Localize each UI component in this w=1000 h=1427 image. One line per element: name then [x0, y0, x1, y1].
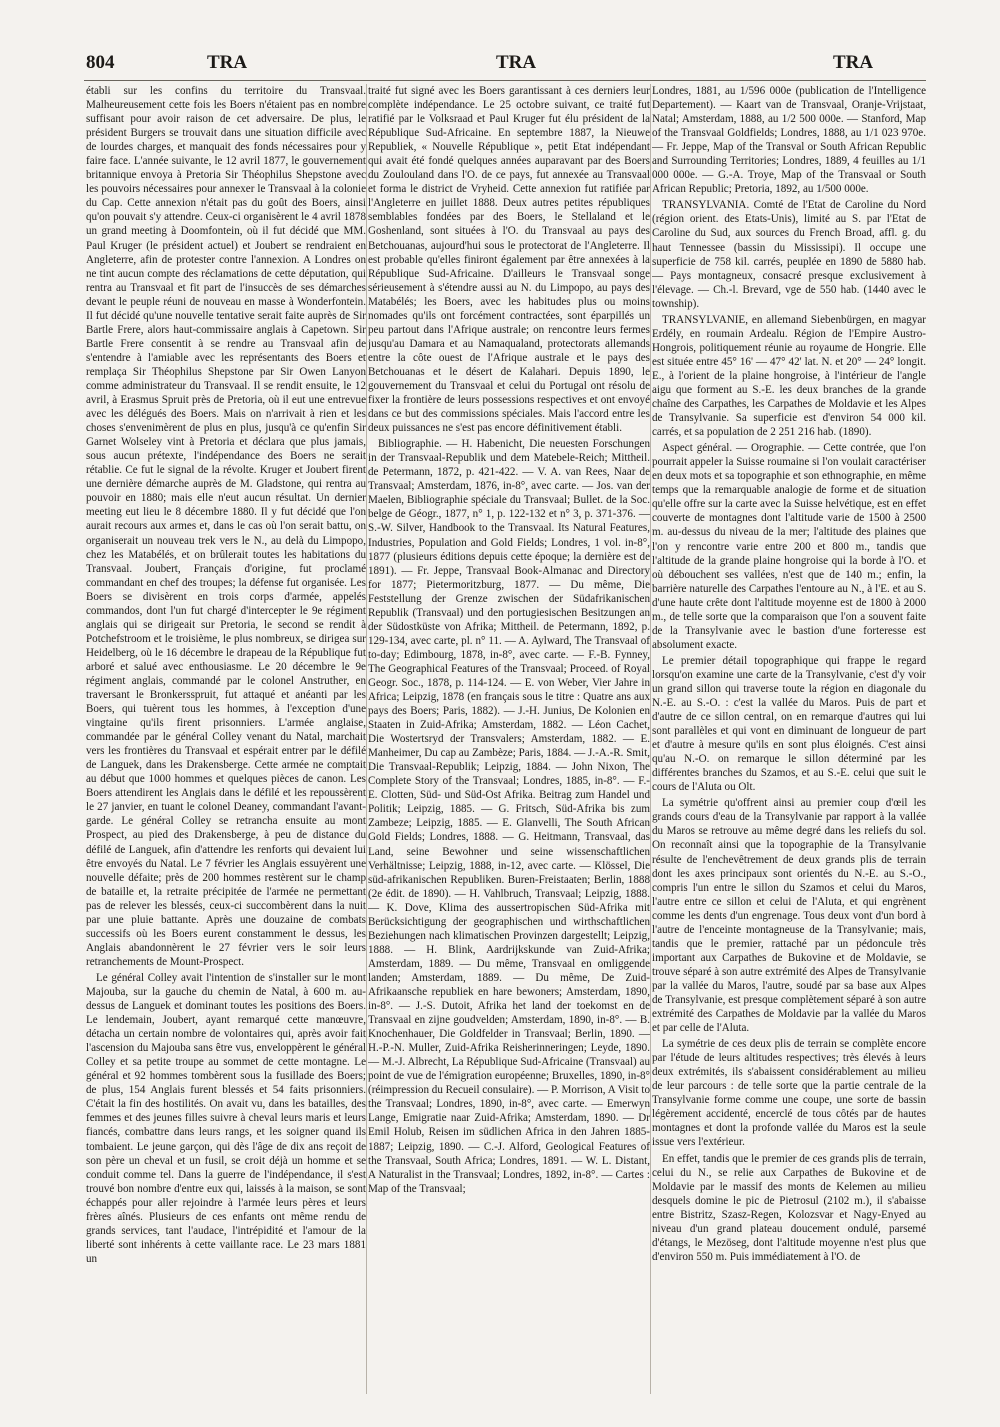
bibliography-paragraph: Bibliographie. — H. Habenicht, Die neuesten Forschungen in der Transvaal-Republik und dem Matebele-Reich; Mittheil. de Petermann, 1872, p. 421-422. — V. A. van Rees, Naar de Transvaal; Amsterdam, 1876, in-8°, avec carte. — Jos. van der Maelen, Bibliographie spéciale du Transvaal; Bullet. de la Soc. belge de Géogr., 1877, n° 1, p. 122-132 et n° 3, p. 371-376. — S.-W. Silver, Handbook to the Transvaal. Its Natural Features, Industries, Population and Gold Fields; Londres, 1 vol. in-8°, 1877 (plusieurs éditions depuis cette époque; la dernière est de 1891). — Fr. Jeppe, Transvaal Book-Almanac and Directory for 1877; Pietermoritzburg, 1877. — Du même, Die Feststellung der Grenze zwischen der Südafrikanischen Republik (Transvaal) und den portugiesischen Besitzungen an der Südostküste von Afrika; Mittheil. de Petermann, 1892, p. 129-134, avec carte, pl. n° 11. — A. Aylward, The Transvaal of to-day; Edimbourg, 1878, in-8°, avec carte. — F.-B. Fynney, The Geographical Features of the Transvaal; Proceed. of Royal Geogr. Soc., 1878, p. 114-124. — E. von Weber, Vier Jahre in Africa; Leipzig, 1878 (en français sous le titre : Quatre ans aux pays des Boers; Paris, 1882). — J.-H. Junius, De Kolonien en Staaten in Zuid-Afrika; Amsterdam, 1882. — Léon Cachet, Die Wostertsryd der Transvalers; Amsterdam, 1882. — E. Manheimer, Du cap au Zambèze; Paris, 1884. — J.-A.-R. Smit, Die Transvaal-Republik; Leipzig, 1884. — John Nixon, The Complete Story of the Transvaal; Londres, 1885, in-8°. — F.-E. Clotten, Süd- und Süd-Ost Afrika. Beitrag zum Handel und Politik; Leipzig, 1885. — G. Fritsch, Süd-Afrika bis zum Zambeze; Leipzig, 1885. — E. Glanvelli, The South African Gold Fields; Londres, 1888. — G. Heitmann, Transvaal, das Land, seine Bewohner und seine wissenschaftlichen Verhältnisse; Leipzig, 1888, in-12, avec carte. — Klössel, Die süd-afrikanischen Republiken. Buren-Freistaaten; Berlin, 1888 (2e édit. de 1890). — H. Vahlbruch, Transvaal; Leipzig, 1888. — K. Dove, Klima des aussertropischen Süd-Afrika mit Berücksichtigung der geographischen und wirthschaftlichen Beziehungen nach klimatischen Provinzen dargestellt; Leipzig, 1888. — H. Blink, Aardrijkskunde van Zuid-Afrika; Amsterdam, 1889. — Du même, Transvaal en omliggende landen; Amsterdam, 1889. — Du même, De Zuid-Afrikaansche republiek en hare bewoners; Amsterdam, 1890, in-8°. — J.-S. Dutoit, Afrika het land der toekomst en de Transvaal en zijne goudvelden; Amsterdam, 1890, in-8°. — B. Knochenhauer, Die Goldfelder in Transvaal; Berlin, 1890. — H.-P.-N. Muller, Zuid-Afrika Reisherinneringen; Leyde, 1890. — M.-J. Albrecht, La République Sud-Africaine (Transvaal) au point de vue de l'émigration européenne; Bruxelles, 1890, in-8° (réimpression du Recueil consulaire). — P. Morrison, A Visit to the Transvaal; Londres, 1890, in-8°, avec carte. — Emerwyn Lange, Emigratie naar Zuid-Afrika; Amsterdam, 1890. — Dr Emil Holub, Reisen im südlichen Africa in den Jahren 1885-1887; Leipzig, 1890. — C.-J. Alford, Geological Features of the Transvaal, South Africa; Londres, 1891. — W. L. Distant, A Naturalist in the Transvaal; Londres, 1892, in-8°. — Cartes : Map of the Transvaal;: [368, 438, 650, 1195]
page-header: [0, 52, 1000, 80]
paragraph: Londres, 1881, au 1/596 000e (publication de l'Intelligence Departement). — Kaart van de Transvaal, Oranje-Vrijstaat, Natal; Amsterdam, 1888, au 1/2 500 000e. — Stanford, Map of the Transvaal Goldfields; Londres, 1888, au 1/1 023 970e. — Fr. Jeppe, Map of the Transval or South African Republic and Surrounding Territories; Londres, 1889, 4 feuilles au 1/1 000 000e. — G.-A. Troye, Map of the Transvaal or South African Republic; Pretoria, 1892, au 1/500 000e.: [652, 85, 926, 196]
header-rule: [84, 80, 926, 81]
running-head-right: TRA: [833, 52, 874, 73]
page-number: 804: [86, 52, 115, 73]
paragraph: Le premier détail topographique qui frappe le regard lorsqu'on examine une carte de la Transylvanie, c'est d'y voir un grand sillon qui traverse toute la région en diagonale du N.-E. au S.-O. : c'est la vallée du Maros. Puis de part et d'autre de ce sillon central, on en remarque d'autres qui lui sont parallèles et qui vont en diminuant de longueur de part et d'autre à mesure qu'ils en sont plus éloignés. C'est ainsi qu'au N.-O. on remarque le sillon déterminé par les différentes branches du Szamos, et au S.-E. celui que suit le cours de l'Aluta ou Olt.: [652, 654, 926, 794]
running-head-center: TRA: [496, 52, 537, 73]
paragraph: établi sur les confins du territoire du Transvaal. Malheureusement cette fois les Boers n'étaient pas en nombre suffisant pour avoir raison de cet adversaire. De plus, le président Burgers se trouvait dans une situation difficile avec de lourdes charges, et manquait des fonds nécessaires pour y faire face. L'année suivante, le 12 avril 1877, le gouvernement britannique envoya à Pretoria Sir Théophilus Shepstone avec les pouvoirs nécessaires pour annexer le Transvaal à la colonie du Cap. Cette annexion n'était pas du goût des Boers, ainsi qu'on pouvait s'y attendre. Ceux-ci organisèrent le 4 avril 1878 un grand meeting à Doomfontein, où il fut décidé que MM. Paul Kruger (le président actuel) et Joubert se rendraient en Angleterre, afin de protester contre l'annexion. A Londres on ne tint aucun compte des réclamations de cette députation, qui rentra au Transvaal et fit part de l'insuccès de ses démarches devant le peuple réuni de nouveau en masse à Wonderfontein. Il fut décidé qu'une nouvelle tentative serait faite auprès de Sir Bartle Frere, alors haut-commissaire anglais à Capetown. Sir Bartle Frere consentit à se rendre au Transvaal afin de s'entendre à l'amiable avec les représentants des Boers et remplaça Sir Théophilus Shepstone par Sir Owen Lanyon comme administrateur du Transvaal. Il se rendit ensuite, le 12 avril, à Erasmus Spruit près de Pretoria, où il eut une entrevue avec les délégués des Boers. Mais on n'arrivait à rien et les choses s'envenimèrent de plus en plus, jusqu'à ce qu'enfin Sir Garnet Wolseley vint à Pretoria et déclara que plus jamais, sous aucun prétexte, l'indépendance des Boers ne serait rétablie. Ce fut le signal de la révolte. Kruger et Joubert firent une dernière démarche auprès de M. Gladstone, qui rentra au pouvoir en 1880; mais elle n'eut aucun résultat. Un dernier meeting eut lieu le 8 décembre 1880. Il y fut décidé que l'on aurait recours aux armes et, dans le cas où l'on serait battu, on organiserait un nouveau trek vers le N., au delà du Limpopo, chez les Matabélés, et on brûlerait toutes les habitations du Transvaal. Joubert, Français d'origine, fut proclamé commandant en chef des troupes; la défense fut organisée. Les Boers se divisèrent en trois corps d'armée, appelés commandos, dont l'un fut chargé d'intercepter le 9e régiment anglais qui se dirigeait sur Pretoria, le second se rendit à Potchefstroom et le troisième, le plus nombreux, se dirigea sur Heidelberg, où le 16 décembre le drapeau de la République fut arboré et salué avec enthousiasme. Le 20 décembre le 9e régiment anglais, commandé par le colonel Anstruther, en traversant le Bronkersspruit, fut attaqué et anéanti par les Boers, qui tuèrent tous les hommes, à l'exception d'une vingtaine qu'ils firent prisonniers. L'armée anglaise, commandée par le général Colley venant du Natal, marchait vers les frontières du Transvaal et espérait entrer par le défilé de Languek, dans les Drakensberge. Cette armée ne comptait au début que 1000 hommes et quelques pièces de canon. Les Boers attendirent les Anglais dans le défilé et les repoussèrent le 27 janvier, en tuant le colonel Deaney, commandant l'avant-garde. Le général Colley se retrancha ensuite au mont Prospect, au pied des Drakensberge, à peu de distance du défilé de Languek, afin d'attendre les renforts qui devaient lui être envoyés du Natal. Le 7 février les Anglais essuyèrent une nouvelle défaite; près de 200 hommes restèrent sur le champ de bataille et, la retraite précipitée de l'armée ne permettant pas de relever les blessés, ceux-ci succombèrent dans la nuit par une pluie battante. Après une douzaine de combats successifs où les Boers eurent constamment le dessus, les Anglais abandonnèrent le 27 février vers le soir leurs retranchements de Mount-Prospect.: [86, 85, 366, 968]
paragraph: traité fut signé avec les Boers garantissant à ces derniers leur complète indépendance. Le 25 octobre suivant, ce traité fut ratifié par le Volksraad et Paul Kruger fut élu président de la République Sud-Africaine. En septembre 1887, la Nieuwe Republiek, « Nouvelle République », petit Etat indépendant qui avait été fondé quelques années auparavant par des Boers du Zoulouland dans l'O. de ce pays, fut annexée au Transvaal et forma le district de Vryheid. Cette annexion fut ratifiée par l'Angleterre en juillet 1888. Deux autres petites républiques semblables fondées par des Boers, le Stellaland et le Goshenland, sont situées à l'O. du Transvaal au pays des Betchouanas, aujourd'hui sous le protectorat de l'Angleterre. Il est probable qu'elles finiront également par être annexées à la République Sud-Africaine. D'ailleurs le Transvaal songe sérieusement à s'étendre aussi au N. du Limpopo, au pays des Matabélés; les Boers, avec les habitudes plus ou moins nomades qu'ils ont forcément contractées, sont éparpillés un peu partout dans l'Afrique australe; on rencontre leurs fermes jusqu'au Damara et au Namaqualand, protectorats allemands entre la côte ouest de l'Afrique australe et le pays des Betchouanas et le désert de Kalahari. Depuis 1890, le gouvernement du Transvaal et celui du Portugal ont résolu de fixer la frontière de leurs possessions respectives et ont envoyé dans ce but des commissions spéciales. Mais l'accord entre les deux puissances ne s'est pas encore définitivement établi.: [368, 85, 650, 435]
paragraph: Le général Colley avait l'intention de s'installer sur le mont Majouba, sur la gauche du chemin de Natal, à 600 m. au-dessus de Languek et dominant toutes les positions des Boers. Le lendemain, Joubert, ayant remarqué cette manœuvre, détacha un certain nombre de volontaires qui, après avoir fait l'ascension du Majouba sans être vus, enveloppèrent le général Colley et sa petite troupe au sommet de cette montagne. Le général et 92 hommes tombèrent sous la fusillade des Boers; de plus, 154 Anglais furent blessés et 54 faits prisonniers. C'était la fin des hostilités. On avait vu, dans les batailles, des femmes et des jeunes filles suivre à cheval leurs maris et leurs fiancés, combattre dans leurs rangs, et les soigner quand ils tombaient. Le jeune garçon, qui dès l'âge de dix ans reçoit de son père un cheval et un fusil, se croit déjà un homme et se conduit comme tel. Dans la guerre de l'indépendance, il s'est trouvé bon nombre d'entre eux qui, laissés à la maison, se sont échappés pour aller rejoindre à l'armée leurs pères et leurs frères aînés. Plusieurs de ces enfants ont même rendu de grands services, tant l'audace, l'intrépidité et l'amour de la liberté sont inhérents à cette vaillante race. Le 23 mars 1881 un: [86, 971, 366, 1265]
entry-transylvanie: TRANSYLVANIE, en allemand Siebenbürgen, en magyar Erdély, en roumain Ardealu. Région de l'Empire Austro-Hongrois, politiquement réunie au royaume de Hongrie. Elle est située entre 45° 16' — 47° 42' lat. N. et 20° — 24° longit. E., à l'orient de la plaine hongroise, à l'intérieur de l'angle aigu que forment au S.-E. les deux branches de la grande chaîne des Carpathes, les Carpathes de Moldavie et les Alpes de Transylvanie. Sa superficie est d'environ 54 000 kil. carrés, et sa population de 2 251 216 hab. (1890).: [652, 313, 926, 439]
text-column-left: [86, 84, 366, 1404]
column-divider: [366, 84, 367, 1394]
paragraph: La symétrie qu'offrent ainsi au premier coup d'œil les grands cours d'eau de la Transylvanie par rapport à la vallée du Maros se retrouve au même degré dans les reliefs du sol. On reconnaît ainsi que la topographie de la Transylvanie résulte de l'enchevêtrement de deux grands plis de terrain dont les axes principaux sont orientés du N.-E. au S.-O., compris l'un entre le sillon du Szamos et celui du Maros, l'autre entre ce sillon et celui de l'Aluta, et qui engrènent comme les dents d'un engrenage. Tous deux vont d'un bord à l'autre de l'enceinte montagneuse de la Transylvanie; mais, tandis que le premier, rattaché par un pédoncule très important aux Carpathes de Bukovine et de Moldavie, se trouve séparé à son autre extrémité des Alpes de Transylvanie par la vallée du Maros, l'autre, soudé par sa base aux Alpes de Transylvanie, est presque complètement séparé à son autre extrémité des Carpathes de Moldavie par la vallée du Maros et par celle de l'Aluta.: [652, 797, 926, 1035]
paragraph: La symétrie de ces deux plis de terrain se complète encore par l'étude de leurs altitudes respectives; très élevés à leurs deux extrémités, ils s'abaissent considérablement au milieu de leur parcours : de telle sorte que la partie centrale de la Transylvanie forme comme une coupe, une sorte de bassin légèrement accidenté, encerclé de tous côtés par de hautes montagnes et dont la profonde vallée du Maros est la seule issue vers l'extérieur.: [652, 1038, 926, 1149]
text-column-middle: [368, 84, 650, 1404]
paragraph: Aspect général. — Orographie. — Cette contrée, que l'on pourrait appeler la Suisse roumaine si l'on voulait caractériser en deux mots et sa topographie et son ethnographie, en même temps que la remarquable analogie de forme et de situation qu'elle offre sur la carte avec la Suisse helvétique, est en effet couverte de montagnes dont l'altitude varie de 1500 à 2500 m. au-dessus du niveau de la mer; l'altitude des plaines que l'on y rencontre varie entre 200 et 800 m., tandis que l'altitude de la grande plaine hongroise qui la borde à l'O. et où débouchent ses vallées, n'est que de 140 m.; enfin, la barrière naturelle des Carpathes l'entoure au N., à l'E. et au S. d'une haute crête dont l'altitude moyenne est de 1800 à 2000 m., de telle sorte que la comparaison que l'on a souvent faite de la Transylvanie avec le bastion d'une forteresse est absolument exacte.: [652, 442, 926, 651]
column-divider: [650, 84, 651, 1394]
text-column-right: [652, 84, 926, 1404]
entry-transylvania-county: TRANSYLVANIA. Comté de l'Etat de Caroline du Nord (région orient. des Etats-Unis), limité au S. par l'Etat de Caroline du Sud, aux sources du French Broad, affl. g. du haut Tennessee (bassin du Mississipi). Il occupe une superficie de 758 kil. carrés, peuplée en 1890 de 5880 hab. — Pays montagneux, consacré presque exclusivement à l'élevage. — Ch.-l. Brevard, vge de 550 hab. (1440 avec le township).: [652, 199, 926, 310]
running-head-left: TRA: [207, 52, 248, 73]
paragraph: En effet, tandis que le premier de ces grands plis de terrain, celui du N., se relie aux Carpathes de Bukovine et de Moldavie par le massif des monts de Kelemen au milieu desquels domine le pic de Pietrosul (2102 m.), il s'abaisse entre Bistritz, Szasz-Regen, Kolozsvar et Nagy-Enyed au niveau d'un grand plateau doucement ondulé, parsemé d'étangs, le Mezöseg, dont l'altitude moyenne n'est plus que d'environ 550 m. Puis immédiatement à l'O. de: [652, 1152, 926, 1263]
